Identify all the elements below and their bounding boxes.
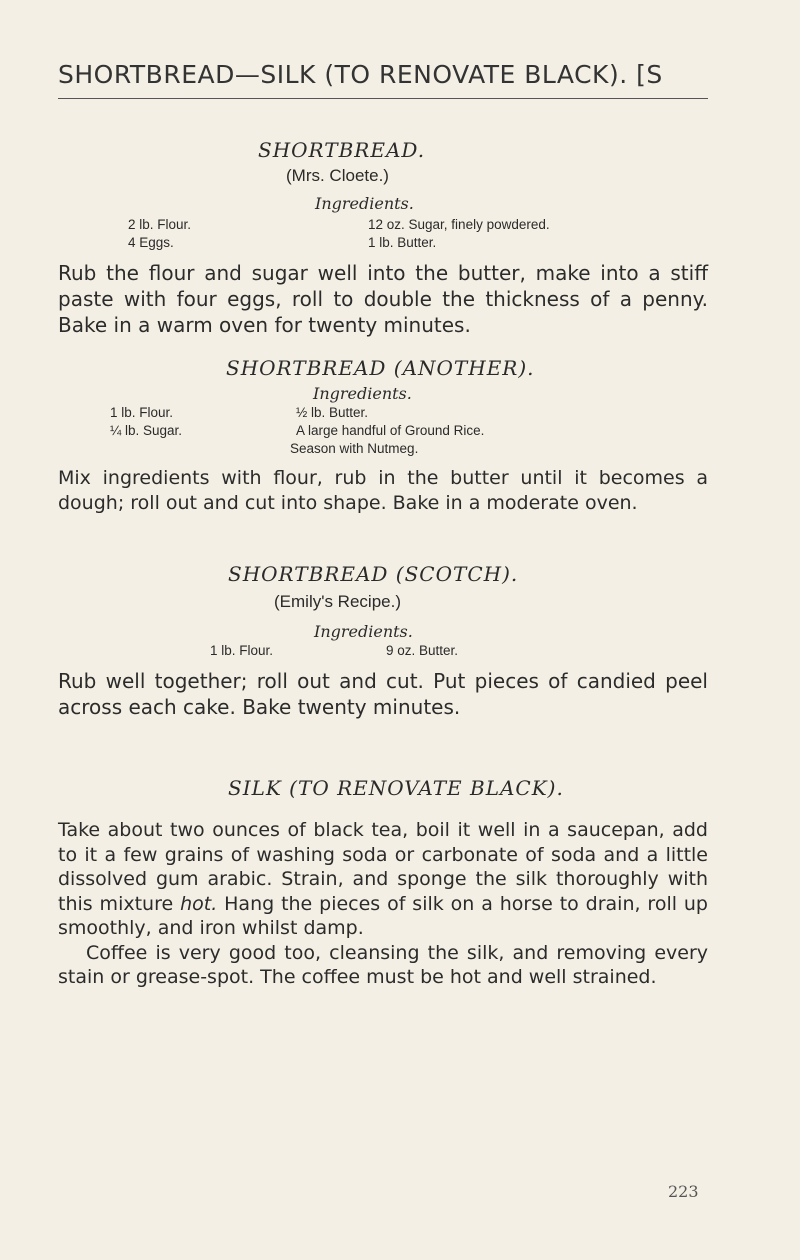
ingredient: 4 Eggs. (128, 235, 174, 250)
ingredient: A large handful of Ground Rice. (296, 423, 485, 438)
ingredients-right (368, 216, 550, 252)
recipe-method (58, 466, 708, 515)
recipe-method (58, 668, 708, 720)
page-number: 223 (668, 1182, 699, 1201)
method-paragraph: Rub well together; roll out and cut. Put pieces of candied peel across each cake. Bake twenty minutes. (58, 669, 708, 719)
ingredient: 1 lb. Flour. (210, 643, 274, 658)
ingredients-right (386, 642, 458, 660)
method-paragraph (58, 818, 708, 941)
ingredients-left (210, 642, 273, 660)
header-rule (58, 98, 708, 99)
ingredients-left (110, 404, 182, 440)
ingredients-heading: Ingredients. (313, 384, 412, 403)
recipe-title: SILK (TO RENOVATE BLACK). (228, 776, 564, 800)
method-text: Hang the pieces of silk on a horse to drain, roll up smoothly, and iron whilst damp. (58, 892, 708, 939)
ingredients-heading: Ingredients. (314, 622, 413, 641)
method-paragraph: Coffee is very good too, cleansing the silk, and removing every stain or grease-spot. The coffee must be hot and well strained. (58, 941, 708, 988)
ingredient: 12 oz. Sugar, finely powdered. (368, 217, 550, 232)
ingredients-heading: Ingredients. (315, 194, 414, 213)
ingredients-left (128, 216, 191, 252)
ingredient: 1 lb. Butter. (368, 235, 437, 250)
ingredients-right (290, 404, 484, 458)
method-paragraph: Rub the flour and sugar well into the butter, make into a stiff paste with four eggs, roll to double the thickness of a penny. Bake in a warm oven for twenty minutes. (58, 261, 708, 337)
recipe-title: SHORTBREAD (SCOTCH). (228, 562, 519, 586)
page-header: SHORTBREAD—SILK (TO RENOVATE BLACK). [S (58, 60, 663, 89)
ingredient: 1 lb. Flour. (110, 405, 174, 420)
recipe-method (58, 818, 708, 990)
ingredient: 9 oz. Butter. (386, 643, 459, 658)
method-paragraph: Mix ingredients with flour, rub in the butter until it becomes a dough; roll out and cut into shape. Bake in a moderate oven. (58, 467, 708, 514)
recipe-source: (Mrs. Cloete.) (286, 166, 389, 185)
method-emphasis: hot. (180, 892, 218, 915)
ingredient: Season with Nutmeg. (290, 441, 419, 456)
recipe-title: SHORTBREAD. (258, 138, 426, 162)
recipe-method (58, 260, 708, 338)
ingredient: ¼ lb. Sugar. (110, 423, 183, 438)
method-text: Take about two ounces of black tea, boil it well in a saucepan, add to it a few grains of washing soda or carbonate of soda and a little dissolved gum arabic. Strain, and sponge the silk thoroughly with this mixture (58, 819, 708, 915)
ingredient: 2 lb. Flour. (128, 217, 192, 232)
recipe-source: (Emily's Recipe.) (274, 592, 401, 611)
ingredient: ½ lb. Butter. (296, 405, 369, 420)
recipe-title: SHORTBREAD (ANOTHER). (226, 356, 535, 380)
